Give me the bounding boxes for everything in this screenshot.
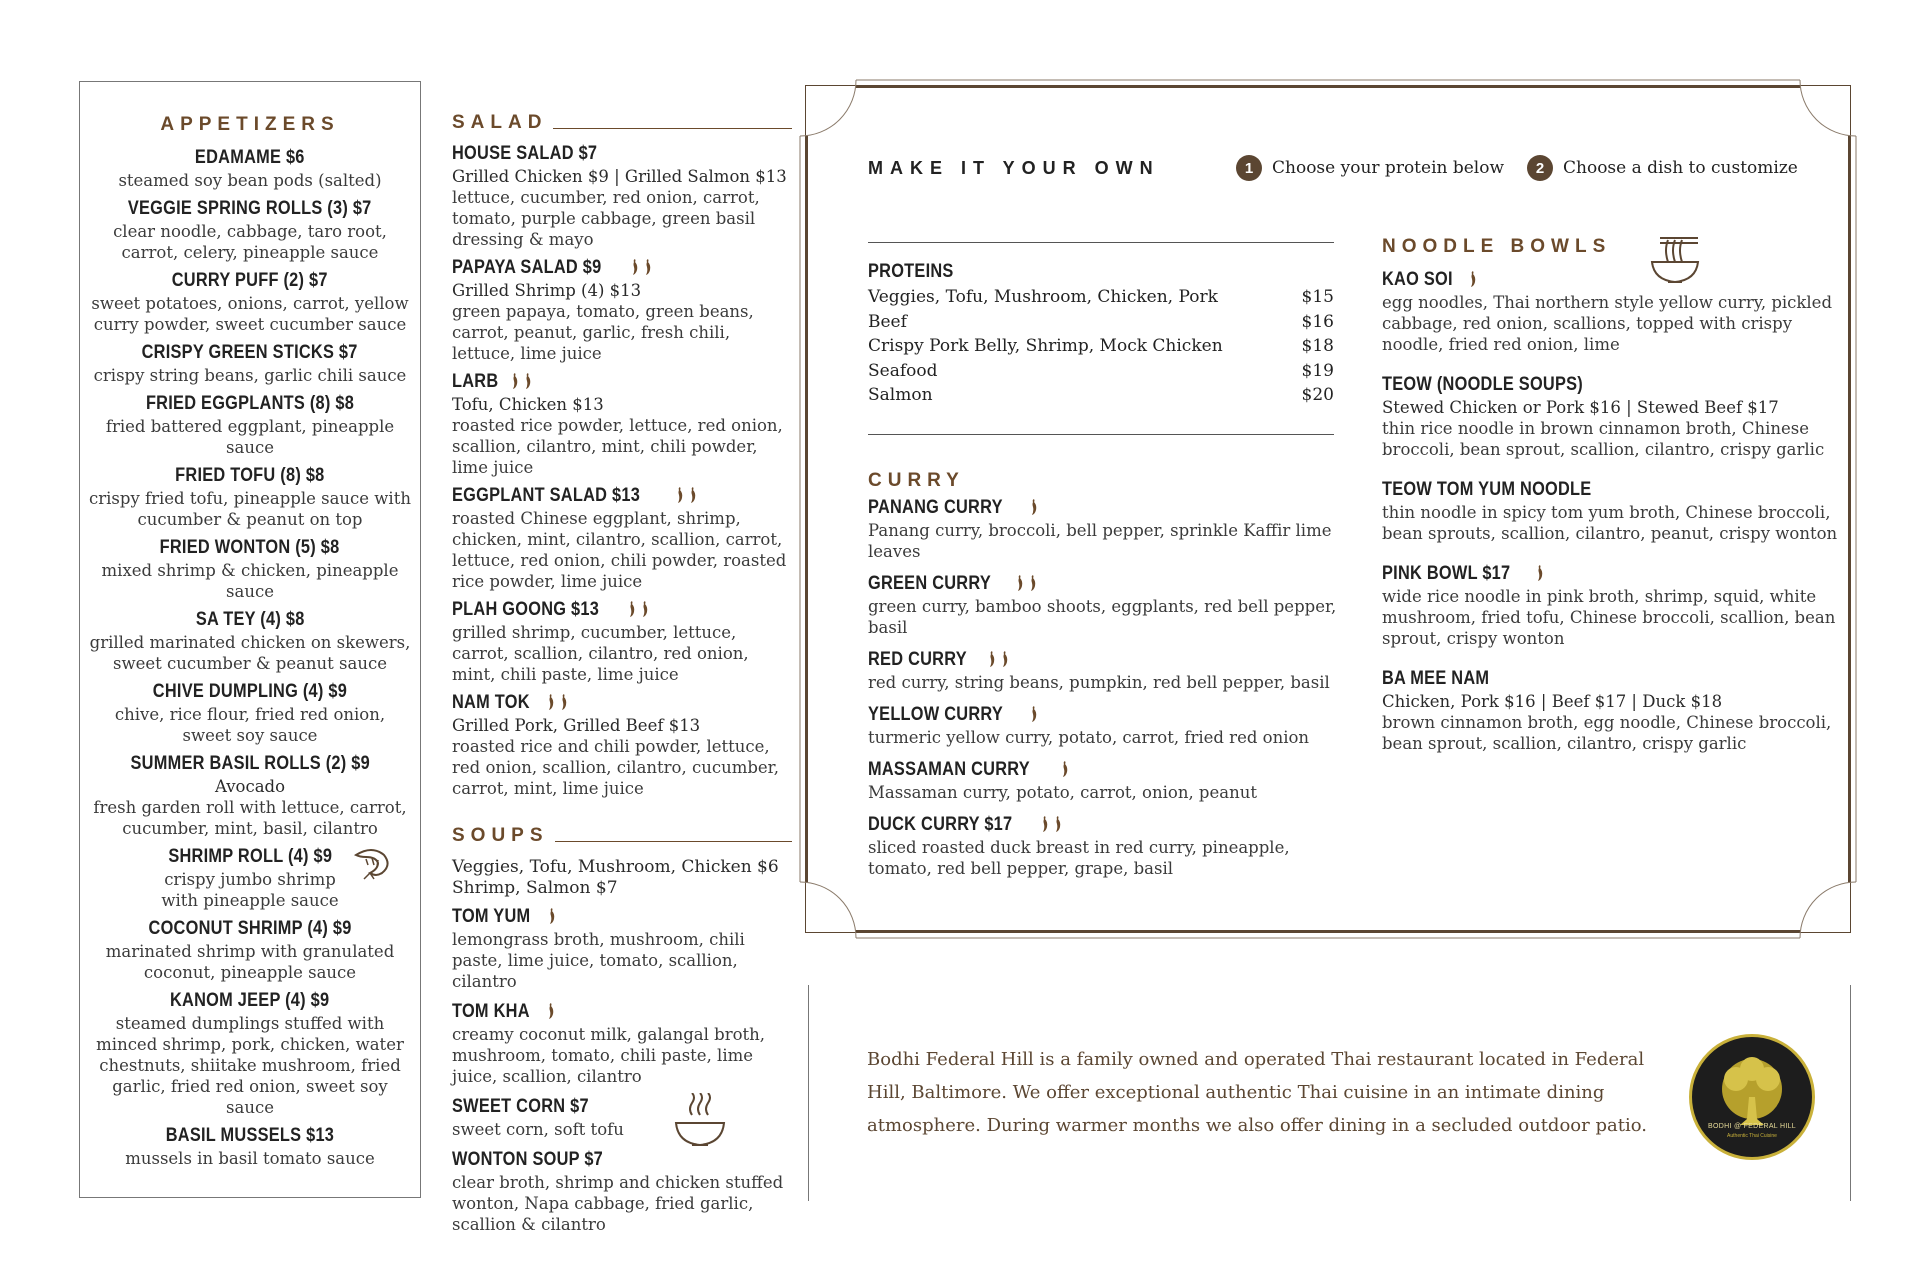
appetizer-name: FRIED TOFU (8) $8 [175,465,325,486]
noodle-item-description: thin noodle in spicy tom yum broth, Chinese broccoli, bean sprouts, scallion, cilantro, peanut, crispy wonton [1382,503,1838,543]
salad-rule [553,128,792,129]
curry-item-description: green curry, bamboo shoots, eggplants, red bell pepper, basil [868,597,1337,637]
soup-item-description: lemongrass broth, mushroom, chili paste, lime juice, tomato, scallion, cilantro [452,930,745,991]
appetizer-item [80,269,420,335]
proteins-bottom-rule [868,434,1334,435]
noodle-item [1382,562,1844,649]
curry-item [868,496,1358,562]
chili-pepper-icon [1053,815,1062,833]
protein-label: Salmon [868,385,933,405]
noodle-item-name: BA MEE NAM [1382,668,1490,689]
appetizer-item [80,989,420,1118]
appetizer-item [80,464,420,530]
appetizer-item [80,752,420,839]
soup-item-description: creamy coconut milk, galangal broth, mushroom, tomato, chili paste, lime juice, scallion, cilantro [452,1025,766,1086]
appetizer-description: chive, rice flour, fried red onion, sweet soy sauce [114,705,386,745]
noodle-item-name: PINK BOWL $17 [1382,563,1511,584]
noodle-bowls-heading: NOODLE BOWLS [1382,236,1612,257]
chili-pepper-icon [987,650,996,668]
noodle-bowls-list [1382,268,1844,754]
restaurant-logo [1689,1034,1815,1160]
appetizer-description: mussels in basil tomato sauce [125,1149,375,1168]
noodle-item-description: wide rice noodle in pink broth, shrimp, squid, white mushroom, fried tofu, Chinese broccoli, scallion, bean sprout, crispy wonton [1382,587,1836,648]
curry-item-name: DUCK CURRY $17 [868,814,1013,835]
chili-pepper-icon [546,693,555,711]
shrimp-icon [352,847,392,881]
appetizer-description: grilled marinated chicken on skewers, sweet cucumber & peanut sauce [89,633,411,673]
appetizer-name: EDAMAME $6 [195,147,305,168]
step-1 [1236,155,1504,181]
protein-row [868,310,1334,335]
salad-item-description: grilled shrimp, cucumber, lettuce, carrot, scallion, cilantro, red onion, mint, chili paste, lime juice [452,623,749,684]
curry-list [868,496,1358,879]
appetizer-name: SUMMER BASIL ROLLS (2) $9 [130,753,370,774]
appetizer-description: crispy fried tofu, pineapple sauce with cucumber & peanut on top [89,489,411,529]
appetizer-name: BASIL MUSSELS $13 [165,1125,335,1146]
salad-item-option: Grilled Shrimp (4) $13 [452,281,642,300]
soup-item [452,1000,792,1087]
proteins-list [868,285,1334,408]
salad-item-name: LARB [452,371,499,392]
appetizer-item [80,1124,420,1169]
protein-label: Seafood [868,360,938,381]
salad-item-option: Grilled Pork, Grilled Beef $13 [452,716,701,735]
curry-item-name: YELLOW CURRY [868,704,1004,725]
salad-header [452,112,792,134]
curry-item-name: GREEN CURRY [868,573,991,594]
chili-pepper-icon [675,486,684,504]
soups-rule [555,841,792,842]
curry-item-name: MASSAMAN CURRY [868,759,1030,780]
noodle-item-description: brown cinnamon broth, egg noodle, Chinese broccoli, bean sprout, scallion, cilantro, crispy garlic [1382,713,1832,753]
appetizer-name: VEGGIE SPRING ROLLS (3) $7 [128,198,372,219]
appetizer-item [80,392,420,458]
soups-intro-2: Shrimp, Salmon $7 [452,878,618,898]
salad-item-name: EGGPLANT SALAD $13 [452,485,641,506]
logo-subtext: Authentic Thai Cuisine [1727,1133,1777,1139]
salad-item-description: green papaya, tomato, green beans, carrot, peanut, garlic, fresh chili, lettuce, lime juice [452,302,754,363]
curry-item-name: RED CURRY [868,649,967,670]
soup-item-name: TOM KHA [452,1001,530,1022]
noodle-item-description: thin rice noodle in brown cinnamon broth, Chinese broccoli, bean sprout, scallion, cilantro, crispy garlic [1382,419,1825,459]
appetizer-name: COCONUT SHRIMP (4) $9 [148,918,352,939]
proteins-heading: PROTEINS [868,261,954,282]
appetizer-item [80,680,420,746]
salad-list [452,142,792,799]
curry-item-description: red curry, string beans, pumpkin, red bell pepper, basil [868,673,1330,692]
about-text: Bodhi Federal Hill is a family owned and operated Thai restaurant located in Federal Hill, Baltimore. We offer exceptional authentic Thai cuisine in an intimate dining atmosphere. During warmer months we also offer dining in a secluded outdoor patio. [867,1049,1647,1136]
protein-price: $18 [1301,336,1334,356]
chili-pepper-icon [523,372,532,390]
noodle-item [1382,667,1844,754]
step-2 [1527,155,1798,181]
appetizer-description: marinated shrimp with granulated coconut, pineapple sauce [105,942,395,982]
salad-item-option: Grilled Chicken $9 | Grilled Salmon $13 [452,167,787,186]
noodle-item [1382,268,1844,355]
appetizer-name: FRIED WONTON (5) $8 [160,537,340,558]
chili-pepper-icon [1060,760,1069,778]
soup-item [452,1148,792,1235]
salad-item-name: NAM TOK [452,692,530,713]
protein-row [868,285,1334,310]
appetizer-description: crispy string beans, garlic chili sauce [93,366,407,385]
protein-price: $20 [1301,385,1334,405]
logo-text: BODHI @ FEDERAL HILL [1708,1123,1796,1130]
salad-item [452,370,792,478]
chili-pepper-icon [640,600,649,618]
noodle-item [1382,373,1844,460]
about-left-rule [808,985,809,1201]
chili-pepper-icon [1468,270,1477,288]
appetizer-name: KANOM JEEP (4) $9 [170,990,330,1011]
salad-item-description: roasted rice powder, lettuce, red onion, scallion, cilantro, mint, chili powder, lime juice [452,416,783,477]
curry-item-description: Panang curry, broccoli, bell pepper, sprinkle Kaffir lime leaves [868,521,1332,561]
chili-pepper-icon [1015,574,1024,592]
bodhi-tree-icon [1692,1037,1812,1157]
curry-item-description: turmeric yellow curry, potato, carrot, fried red onion [868,728,1310,747]
chili-pepper-icon [643,258,652,276]
soup-bowl-icon [670,1093,730,1153]
salad-item-option: Tofu, Chicken $13 [452,395,604,414]
noodle-item-description: egg noodles, Thai northern style yellow curry, pickled cabbage, red onion, scallions, topped with crispy noodle, fried red onion, lime [1382,293,1833,354]
chili-pepper-icon [1029,705,1038,723]
noodle-item [1382,478,1844,544]
salad-soups-column [452,112,792,1235]
appetizer-name: CURRY PUFF (2) $7 [171,270,329,291]
chili-pepper-icon [510,372,519,390]
appetizer-description: steamed soy bean pods (salted) [118,171,382,190]
salad-item [452,484,792,592]
protein-row [868,334,1334,359]
appetizer-item [80,146,420,191]
appetizer-item [80,845,420,911]
salad-item-name: PLAH GOONG $13 [452,599,600,620]
appetizer-item [80,197,420,263]
noodle-bowls-section [1382,236,1844,754]
soup-item [452,905,792,992]
soups-list [452,905,792,1235]
noodle-item-option: Chicken, Pork $16 | Beef $17 | Duck $18 [1382,692,1723,711]
appetizers-list [80,146,420,1169]
soups-intro-1: Veggies, Tofu, Mushroom, Chicken $6 [452,857,779,877]
chili-pepper-icon [1028,574,1037,592]
soups-heading: SOUPS [452,825,549,846]
chili-pepper-icon [559,693,568,711]
curry-item [868,572,1358,638]
curry-item [868,648,1358,693]
appetizer-item [80,536,420,602]
chili-pepper-icon [547,907,556,925]
step-1-number: 1 [1236,155,1262,181]
appetizer-name: CRISPY GREEN STICKS $7 [141,342,359,363]
step-2-number: 2 [1527,155,1553,181]
chili-pepper-icon [1535,564,1544,582]
salad-item-name: HOUSE SALAD $7 [452,143,598,164]
appetizer-description: fried battered eggplant, pineapple sauce [105,417,395,457]
curry-item-description: Massaman curry, potato, carrot, onion, peanut [868,783,1257,802]
appetizer-description: sweet potatoes, onions, carrot, yellow curry powder, sweet cucumber sauce [91,294,409,334]
salad-item [452,598,792,685]
noodle-item-name: TEOW TOM YUM NOODLE [1382,479,1592,500]
chili-pepper-icon [1029,498,1038,516]
appetizer-description: clear noodle, cabbage, taro root, carrot, celery, pineapple sauce [113,222,387,262]
appetizer-description: mixed shrimp & chicken, pineapple sauce [101,561,399,601]
appetizer-name: SA TEY (4) $8 [195,609,305,630]
protein-row [868,359,1334,384]
salad-item [452,256,792,364]
soup-item-name: WONTON SOUP $7 [452,1149,604,1170]
soups-header [452,825,792,847]
soup-item-description: sweet corn, soft tofu [452,1120,624,1139]
curry-item [868,758,1358,803]
chili-pepper-icon [688,486,697,504]
salad-item-description: lettuce, cucumber, red onion, carrot, tomato, purple cabbage, green basil dressing & mayo [452,188,760,249]
protein-label: Crispy Pork Belly, Shrimp, Mock Chicken [868,336,1223,356]
curry-item [868,813,1358,879]
chili-pepper-icon [627,600,636,618]
protein-label: Beef [868,311,907,332]
protein-price: $15 [1301,287,1334,307]
protein-price: $19 [1301,360,1334,381]
salad-item-name: PAPAYA SALAD $9 [452,257,602,278]
appetizer-name: FRIED EGGPLANTS (8) $8 [145,393,355,414]
chili-pepper-icon [1040,815,1049,833]
proteins-section [868,242,1334,435]
protein-label: Veggies, Tofu, Mushroom, Chicken, Pork [868,287,1218,307]
noodle-item-name: TEOW (NOODLE SOUPS) [1382,374,1583,395]
appetizer-item [80,917,420,983]
salad-item [452,691,792,799]
soup-item-name: SWEET CORN $7 [452,1096,589,1117]
chili-pepper-icon [1000,650,1009,668]
chili-pepper-icon [546,1002,555,1020]
make-it-your-own-heading: MAKE IT YOUR OWN [868,158,1160,178]
appetizer-option: Avocado [214,777,286,796]
soup-item-description: clear broth, shrimp and chicken stuffed wonton, Napa cabbage, fried garlic, scallion & cilantro [452,1173,784,1234]
noodle-item-option: Stewed Chicken or Pork $16 | Stewed Beef $17 [1382,398,1779,417]
appetizer-description: steamed dumplings stuffed with minced shrimp, pork, chicken, water chestnuts, shiitake mushroom, fried garlic, fried red onion, sweet soy sauce [96,1014,404,1117]
chili-pepper-icon [630,258,639,276]
soup-item [452,1095,792,1140]
salad-item [452,142,792,250]
about-right-rule [1850,985,1851,1201]
curry-heading: CURRY [868,470,965,491]
step-1-label: Choose your protein below [1272,158,1505,178]
appetizer-item [80,608,420,674]
step-2-label: Choose a dish to customize [1563,158,1798,178]
curry-section [868,470,1358,879]
appetizer-description: fresh garden roll with lettuce, carrot, cucumber, mint, basil, cilantro [93,798,407,838]
appetizer-item [80,341,420,386]
protein-row [868,383,1334,408]
soup-item-name: TOM YUM [452,906,531,927]
salad-item-description: roasted rice and chili powder, lettuce, red onion, scallion, cilantro, cucumber, carrot, mint, lime juice [452,737,780,798]
noodle-item-name: KAO SOI [1382,269,1453,290]
appetizers-heading: APPETIZERS [160,114,340,135]
salad-item-description: roasted Chinese eggplant, shrimp, chicken, mint, cilantro, scallion, carrot, lettuce, red onion, chili powder, roasted rice powder, lime juice [452,509,787,591]
curry-item [868,703,1358,748]
proteins-top-rule [868,242,1334,243]
appetizer-name: SHRIMP ROLL (4) $9 [168,846,332,867]
curry-item-description: sliced roasted duck breast in red curry, pineapple, tomato, red bell pepper, grape, basil [868,838,1290,878]
appetizer-description: crispy jumbo shrimp with pineapple sauce [161,870,339,910]
appetizer-name: CHIVE DUMPLING (4) $9 [152,681,348,702]
curry-item-name: PANANG CURRY [868,497,1003,518]
salad-heading: SALAD [452,112,548,133]
appetizers-section [79,81,421,1198]
protein-price: $16 [1301,311,1334,332]
